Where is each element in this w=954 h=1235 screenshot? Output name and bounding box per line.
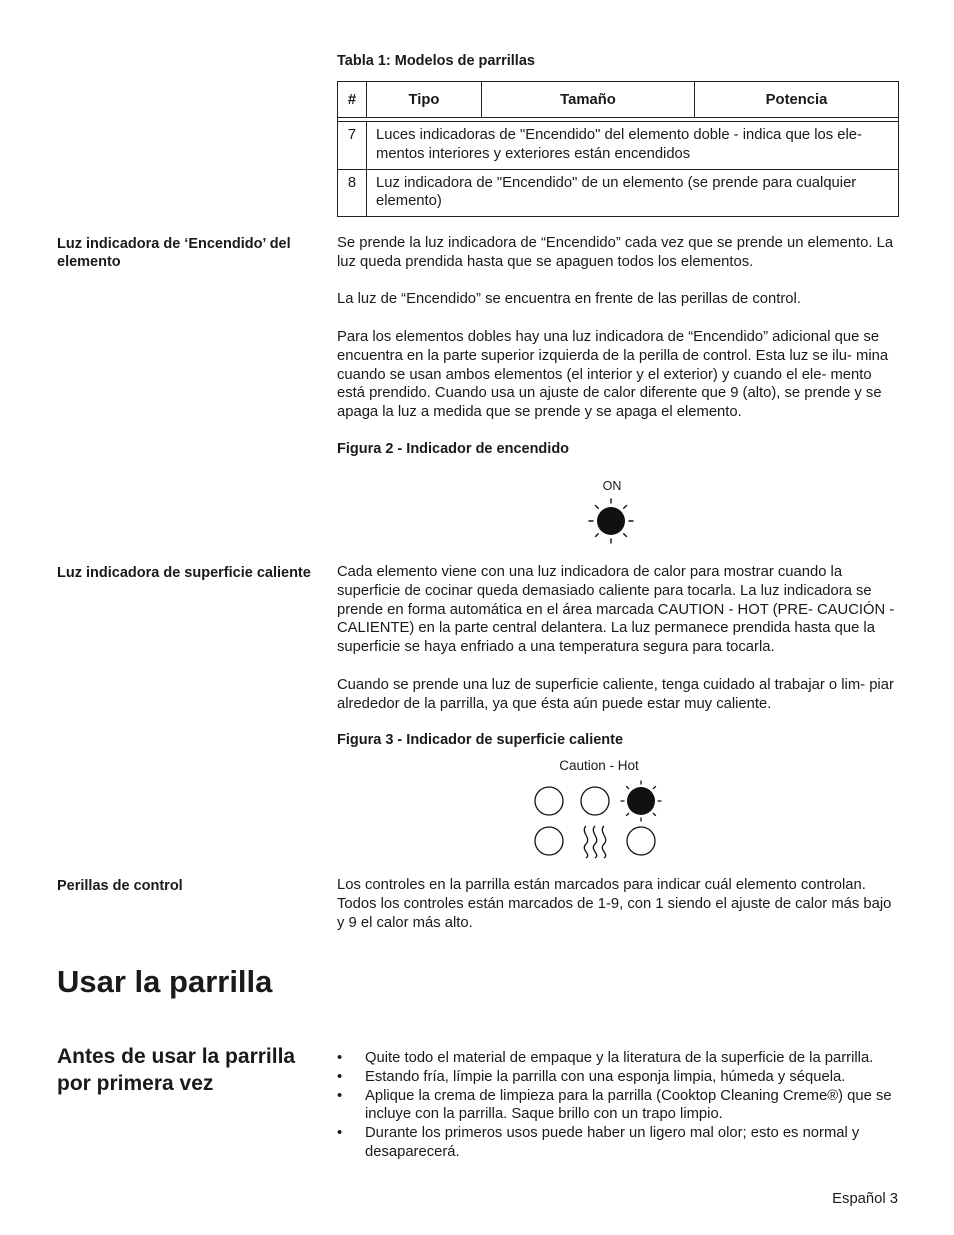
paragraph: La luz de “Encendido” se encuentra en frente de las perillas de control.	[337, 291, 801, 307]
before-use-list	[337, 1049, 907, 1162]
table-row	[338, 169, 899, 217]
paragraph: Cada elemento viene con una luz indicadora de calor para mostrar cuando la superficie de cocinar queda demasiado caliente para tocarla. La luz indicadora se prende en forma automática en el área marcada CAUTION - HOT (PRE- CAUCIÓN - CALIENTE) en la parte central delantera. La luz permanece prendida hasta que la superficie se haya enfriado a una temperatura segura para tocarla.	[337, 564, 895, 656]
section-heading-before-use: Antes de usar la parrilla por primera vez	[57, 1045, 296, 1095]
section-heading-control-knobs: Perillas de control	[57, 878, 183, 894]
list-item: • Durante los primeros usos puede haber un ligero mal olor; esto es normal y desaparecerá.	[337, 1125, 860, 1160]
models-table	[337, 81, 899, 217]
row-number: 8	[338, 169, 367, 217]
paragraph: Para los elementos dobles hay una luz indicadora de “Encendido” adicional que se encuentra en la parte superior izquierda de la perilla de control. Esta luz se ilu- mina cuando se usan ambos elementos (el interior y el exterior) y cuando el ele- mento está prendido. Cuando usa un ajuste de calor diferente que 9 (alto), se prende y se apaga la luz a medida que se prende y se apaga el elemento.	[337, 329, 889, 421]
section-heading-on-light: Luz indicadora de ‘Encendido’ del elemento	[57, 236, 291, 270]
table-header-row	[338, 82, 899, 118]
page-title: Usar la parrilla	[57, 964, 273, 999]
row-number: 7	[338, 122, 367, 170]
list-item: • Estando fría, límpie la parrilla con una esponja limpia, húmeda y séquela.	[337, 1068, 846, 1085]
page-footer: Español 3	[832, 1191, 898, 1207]
paragraph: Cuando se prende una luz de superficie caliente, tenga cuidado al trabajar o lim- piar alrededor de la parrilla, ya que ésta aún puede estar muy caliente.	[337, 677, 894, 712]
section-heading-hot-surface: Luz indicadora de superficie caliente	[57, 565, 311, 581]
figure-caption: Figura 3 - Indicador de superficie caliente	[337, 732, 624, 748]
table-caption: Tabla 1: Modelos de parrillas	[337, 53, 535, 69]
on-indicator-icon	[586, 496, 636, 546]
hot-surface-indicator-icon	[528, 778, 668, 862]
on-label: ON	[602, 479, 622, 493]
bullet: •	[337, 1050, 343, 1066]
header-num: #	[338, 82, 367, 118]
list-item: • Quite todo el material de empaque y la literatura de la superficie de la parrilla.	[337, 1050, 874, 1066]
paragraph: Se prende la luz indicadora de “Encendido” cada vez que se prende un elemento. La luz queda prendida hasta que se apaguen todos los elementos.	[337, 235, 894, 270]
header-tamano: Tamaño	[482, 82, 695, 118]
figure-caption: Figura 2 - Indicador de encendido	[337, 441, 570, 457]
header-tipo: Tipo	[367, 82, 482, 118]
table-row	[338, 122, 899, 170]
row-text: Luz indicadora de "Encendido" de un elemento (se prende para cualquier elemento)	[367, 169, 899, 217]
caution-hot-label: Caution - Hot	[559, 758, 639, 773]
header-potencia: Potencia	[695, 82, 899, 118]
bullet: •	[337, 1125, 343, 1142]
row-text: Luces indicadoras de "Encendido" del elemento doble - indica que los ele- mentos interiores y exteriores están encendidos	[367, 122, 899, 170]
bullet: •	[337, 1068, 343, 1085]
bullet: •	[337, 1087, 343, 1104]
paragraph: Los controles en la parrilla están marcados para indicar cuál elemento controlan. Todos los controles están marcados de 1-9, con 1 siendo el ajuste de calor más bajo y 9 el calor más alto.	[337, 877, 892, 931]
list-item: • Aplique la crema de limpieza para la parrilla (Cooktop Cleaning Creme®) que se incluye con la parrilla. Saque brillo con un trapo limpio.	[337, 1087, 892, 1123]
